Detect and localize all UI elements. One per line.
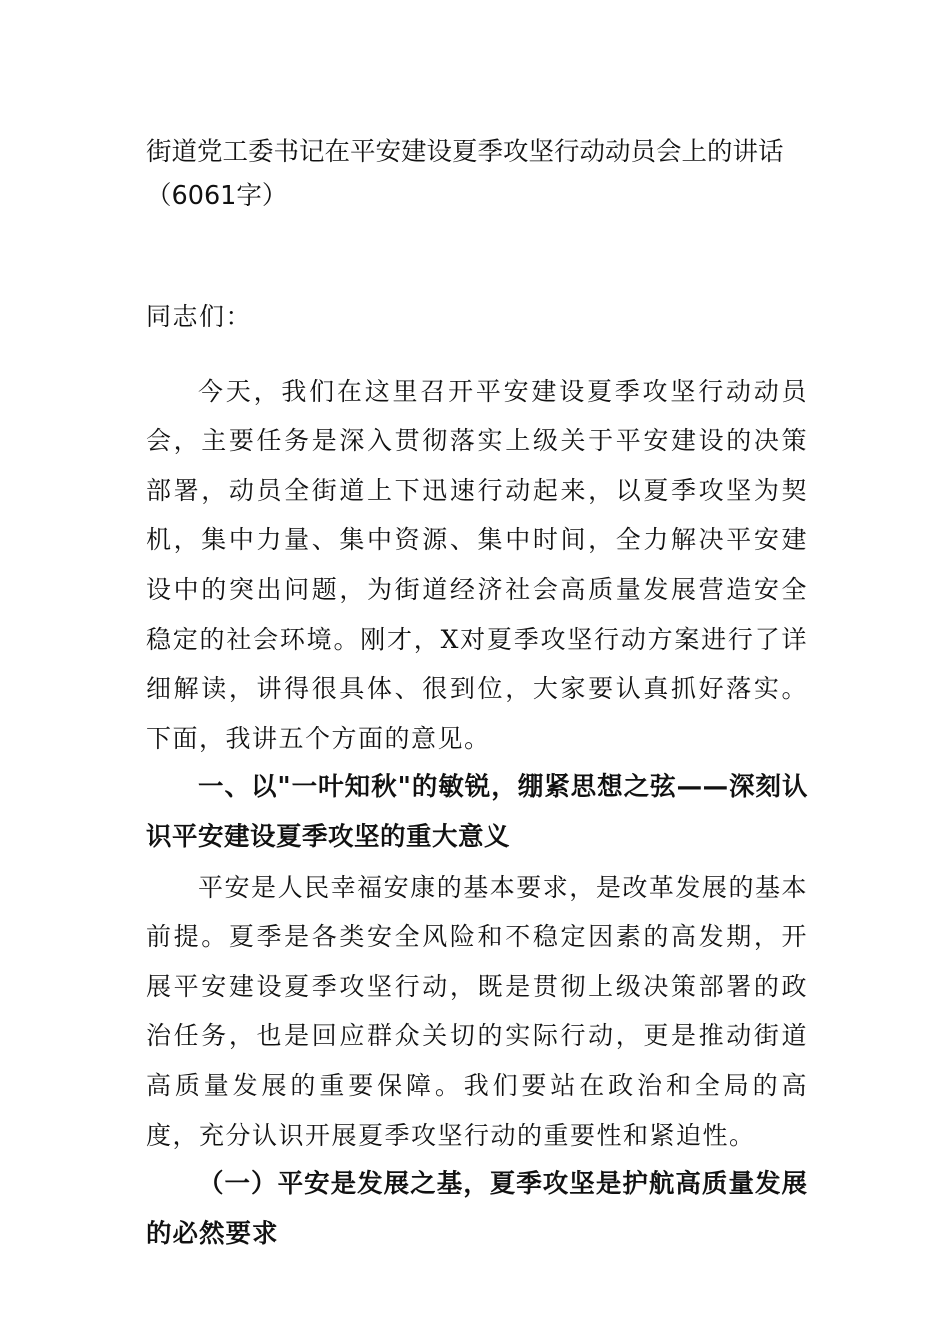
section-heading-1: 一、以"一叶知秋"的敏锐，绷紧思想之弦——深刻认识平安建设夏季攻坚的重大意义 [146,772,808,852]
document-title-wordcount: （6061字） [146,181,288,211]
document-title [146,130,808,218]
document-title-main: 街道党工委书记在平安建设夏季攻坚行动动员会上的讲话 [146,137,784,167]
salutation: 同志们： [146,302,253,331]
subsection-heading-1: （一）平安是发展之基，夏季攻坚是护航高质量发展的必然要求 [146,1169,808,1249]
paragraph-opening: 今天，我们在这里召开平安建设夏季攻坚行动动员会，主要任务是深入贯彻落实上级关于平安建设的决策部署，动员全街道上下迅速行动起来，以夏季攻坚为契机，集中力量、集中资源、集中时间，全力解决平安建设中的突出问题，为街道经济社会高质量发展营造安全稳定的社会环境。刚才，X对夏季攻坚行动方案进行了详细解读，讲得很具体、很到位，大家要认真抓好落实。下面，我讲五个方面的意见。 [146,376,808,753]
document-content [146,130,808,1259]
paragraph-section-1: 平安是人民幸福安康的基本要求，是改革发展的基本前提。夏季是各类安全风险和不稳定因素的高发期，开展平安建设夏季攻坚行动，既是贯彻上级决策部署的政治任务，也是回应群众关切的实际行动，更是推动街道高质量发展的重要保障。我们要站在政治和全局的高度，充分认识开展夏季攻坚行动的重要性和紧迫性。 [146,872,808,1150]
